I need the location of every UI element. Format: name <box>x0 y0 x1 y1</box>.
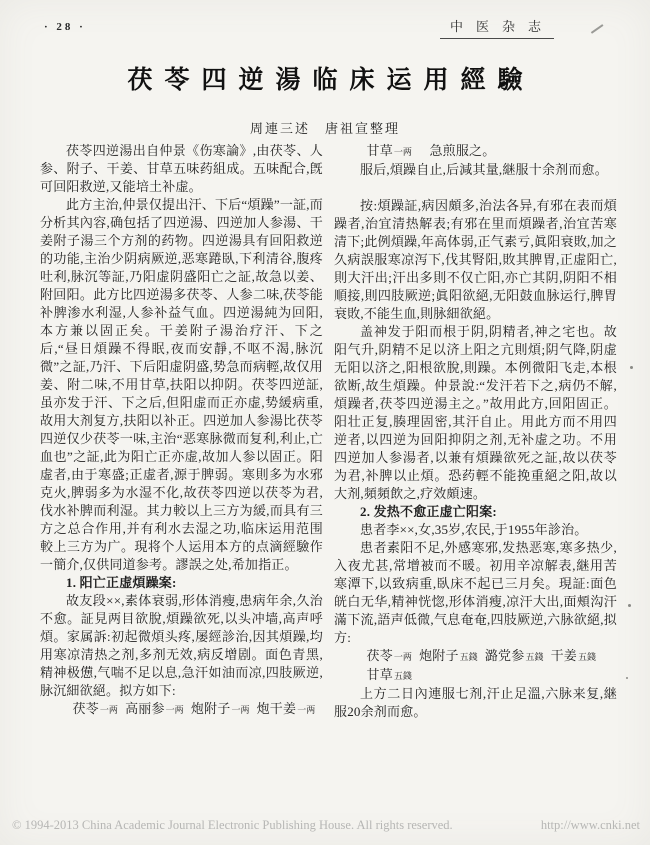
page-number: · 28 · <box>44 21 86 33</box>
drug-entry <box>191 701 250 716</box>
scan-pen-mark <box>591 24 603 33</box>
scan-speck <box>630 366 633 369</box>
article-authors: 周連三述 唐祖宣整理 <box>249 121 400 136</box>
article-title: 茯苓四逆湯临床运用經驗 <box>127 66 535 94</box>
article-body <box>40 142 617 721</box>
drug-name: 潞党参 <box>484 648 525 663</box>
dose-label: 五錢 <box>578 652 597 662</box>
drug-name: 高丽参 <box>125 701 165 716</box>
prescription-line <box>40 700 323 719</box>
drug-entry <box>367 143 412 158</box>
drug-name: 甘草 <box>366 143 393 158</box>
drug-name: 炮附子 <box>190 701 231 716</box>
copyright-text: © 1994-2013 China Academic Journal Electronic Publishing House. All rights reserved. <box>12 818 453 832</box>
paragraph: 患者李××,女,35岁,农民,于1955年診治。 <box>360 522 588 537</box>
dose-label: 一两 <box>393 147 412 157</box>
drug-entry <box>367 667 412 682</box>
dose-label: 五錢 <box>393 671 412 681</box>
paragraph: 患者素阳不足,外感寒邪,发热恶寒,寒多热少,入夜尤甚,常增被而不暖。初用辛凉解表,継用苦寒潭下,以致病重,臥床不起已三月矣。現証:面色㿠白无华,精神恍惚,形体消瘦,凉汗大出,面頰沟汗滿下流,語声低微,气息奄奄,四肢厥逆,六脉欲絕,拟方: <box>334 540 617 645</box>
case-heading: 1. 阳亡正虚煩躁案: <box>66 575 177 590</box>
paragraph: 服后,煩躁自止,后減其量,継服十余剂而愈。 <box>360 162 608 177</box>
paragraph: 上方二日內連服七剂,汗止足溫,六脉来复,継服20余剂而愈。 <box>334 686 617 719</box>
drug-entry <box>367 648 412 663</box>
scan-speck <box>626 677 628 679</box>
drug-name: 干姜 <box>550 648 577 663</box>
case-heading: 2. 发热不愈正虚亡阳案: <box>360 504 497 519</box>
drug-entry <box>73 701 118 716</box>
paragraph: 按:煩躁証,病因頗多,治法各异,有邪在表而煩躁者,治宜清热解表;有邪在里而煩躁者,治宜苦寒清下;此例煩躁,年高体弱,正气素亏,眞阳衰敗,加之久病誤服寒凉泻下,伐其腎阳,敗其脾胃,正虚阳亡,則大汗出;汗出多則不仅亡阳,亦亡其阴,阴阳不相順接,則四肢厥逆;眞阳欲絕,无阳鼓血脉运行,脾胃衰敗,不能生血,則脉細欲絕。 <box>334 198 617 321</box>
dose-label: 一两 <box>165 705 184 715</box>
dose-label: 一两 <box>231 705 250 715</box>
right-column <box>334 142 617 721</box>
dose-label: 一两 <box>297 705 316 715</box>
drug-name: 茯苓 <box>366 648 393 663</box>
paragraph: 此方主治,仲景仅提出汗、下后“煩躁”一証,而分析其內容,确包括了四逆湯、四逆加人参湯、干姜附子湯三个方剂的药物。四逆湯具有回阳救逆的功能,主治少阴病厥逆,恶寒踡臥,下利清谷,腹疼吐利,脉沉等証,乃阳虚阴盛阳亡之証,故急以姜、附回阳。此方比四逆湯多茯苓、人参二味,茯苓能补脾渗水利湿,人参补益气血。四逆湯純为回阳,本方兼以固正矣。干姜附子湯治疗汗、下之后,“昼日煩躁不得眠,夜而安靜,不呕不渴,脉沉微”之証,乃汗、下后阳虚阴盛,势急而病輕,故仅用姜、附二味,不用甘草,扶阳以抑阴。茯苓四逆証,虽亦发于汗、下之后,但阳虚而正亦虚,势緩病重,故用大剂复方,扶阳以补正。四逆加人参湯比茯苓四逆仅少茯苓一味,主治“恶寒脉微而复利,利止,亡血也”之証,此为阳亡正亦虚,故加人参以固正。阳虚者,由于寒盛;正虚者,源于脾弱。寒則多为水邪克火,脾弱多为水湿不化,故茯苓四逆以茯苓为君,伐水补脾而利湿。其力較以上三方为緩,而具有三方之总合作用,并有利水去湿之功,临床运用范围較上三方为广。現将个人运用本方的点滴經驗作一簡介,仅供同道参考。謬誤之处,希加指正。 <box>40 197 323 572</box>
prescription-line <box>334 647 617 666</box>
drug-name: 炮附子 <box>419 648 459 663</box>
journal-name: 中医杂志 <box>440 16 554 39</box>
drug-entry <box>419 648 478 663</box>
dose-label: 一两 <box>393 652 412 662</box>
drug-entry <box>485 648 544 663</box>
drug-name: 炮干姜 <box>256 701 297 716</box>
drug-name: 甘草 <box>366 667 393 682</box>
prescription-note: 急煎服之。 <box>429 143 496 158</box>
prescription-line <box>334 666 617 685</box>
drug-entry <box>551 648 596 663</box>
drug-entry <box>125 701 184 716</box>
drug-name: 茯苓 <box>72 701 99 716</box>
left-column <box>40 142 323 721</box>
copyright-watermark <box>12 818 640 833</box>
dose-label: 一两 <box>99 705 118 715</box>
paragraph: 盖神发于阳而根于阴,阴精者,神之宅也。故阳气升,阴精不足以济上阳之亢則煩;阴气降,阴虚无阳以济之,阳根欲脫,則躁。本例微阳飞走,本根欲断,故生煩躁。仲景說:“发汗若下之,病仍不解,煩躁者,茯苓四逆湯主之。”故用此方,回阳固正。阳壮正复,腠理固密,其汗自止。用此方而不用四逆者,以四逆为回阳抑阴之剂,无补虚之功。不用四逆加人参湯者,以兼有煩躁欲死之証,故以茯苓为君,补脾以止煩。恐药輕不能挽重絕之阳,故以大剂,頻頻飲之,疗效頗速。 <box>334 324 617 501</box>
cnki-url: http://www.cnki.net <box>540 818 640 832</box>
prescription-line <box>334 142 617 161</box>
scan-speck <box>628 604 631 607</box>
paragraph: 故友段××,素体衰弱,形体消瘦,患病年余,久治不愈。証見两目欲脫,煩躁欲死,以头冲墙,高声呼煩。家属訴:初起微煩头疼,屡經診治,因其煩躁,均用寒凉清热之剂,多剂无效,病反增剧。面色青黑,精神极憊,气喘不足以息,急汗如油而凉,四肢厥逆,脉沉細欲絕。拟方如下: <box>40 593 323 698</box>
dose-label: 五錢 <box>525 652 544 662</box>
dose-label: 五錢 <box>459 652 478 662</box>
paragraph: 茯苓四逆湯出自仲景《伤寒論》,由茯苓、人参、附子、干姜、甘草五味药組成。五味配合,旣可回阳救逆,又能培土补虚。 <box>40 143 323 194</box>
drug-entry <box>257 701 316 716</box>
